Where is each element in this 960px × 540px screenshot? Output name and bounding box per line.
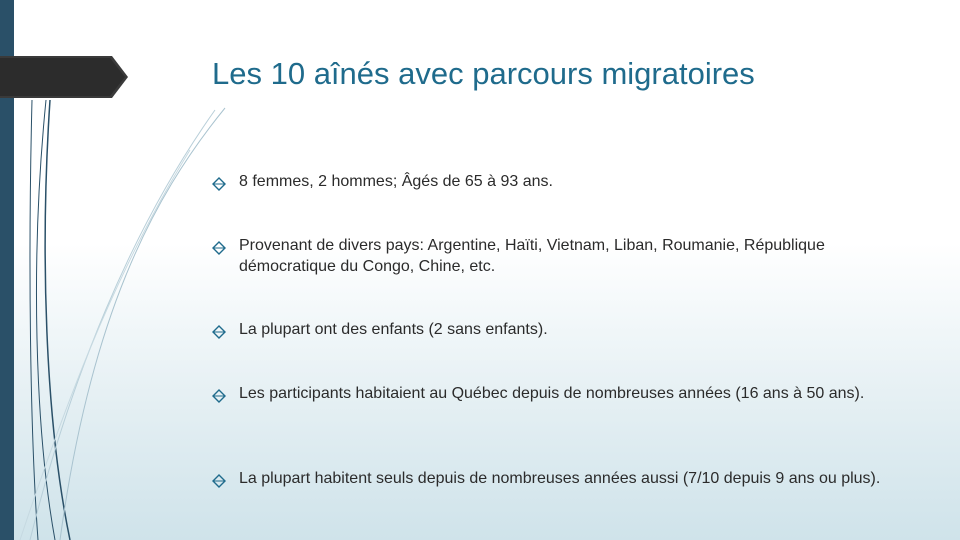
bullet-text: La plupart habitent seuls depuis de nombreuses années aussi (7/10 depuis 9 ans ou plus). [239, 470, 881, 487]
bullet-item [212, 319, 912, 340]
bullet-item [212, 235, 912, 277]
diamond-outline-icon [212, 177, 226, 191]
slide-title: Les 10 aînés avec parcours migratoires [212, 56, 755, 91]
bullet-text: La plupart ont des enfants (2 sans enfants). [239, 321, 548, 338]
diamond-outline-icon [212, 474, 226, 488]
diamond-outline-icon [212, 325, 226, 339]
bullet-text: Provenant de divers pays: Argentine, Haïti, Vietnam, Liban, Roumanie, République démocratique du Congo, Chine, etc. [239, 237, 825, 275]
title-tab [0, 56, 130, 98]
bullet-item [212, 171, 912, 192]
bullet-item [212, 383, 912, 404]
bullet-text: Les participants habitaient au Québec depuis de nombreuses années (16 ans à 50 ans). [239, 385, 865, 402]
diamond-outline-icon [212, 389, 226, 403]
bullet-text: 8 femmes, 2 hommes; Âgés de 65 à 93 ans. [239, 173, 553, 190]
diamond-outline-icon [212, 241, 226, 255]
bullet-item [212, 468, 912, 489]
